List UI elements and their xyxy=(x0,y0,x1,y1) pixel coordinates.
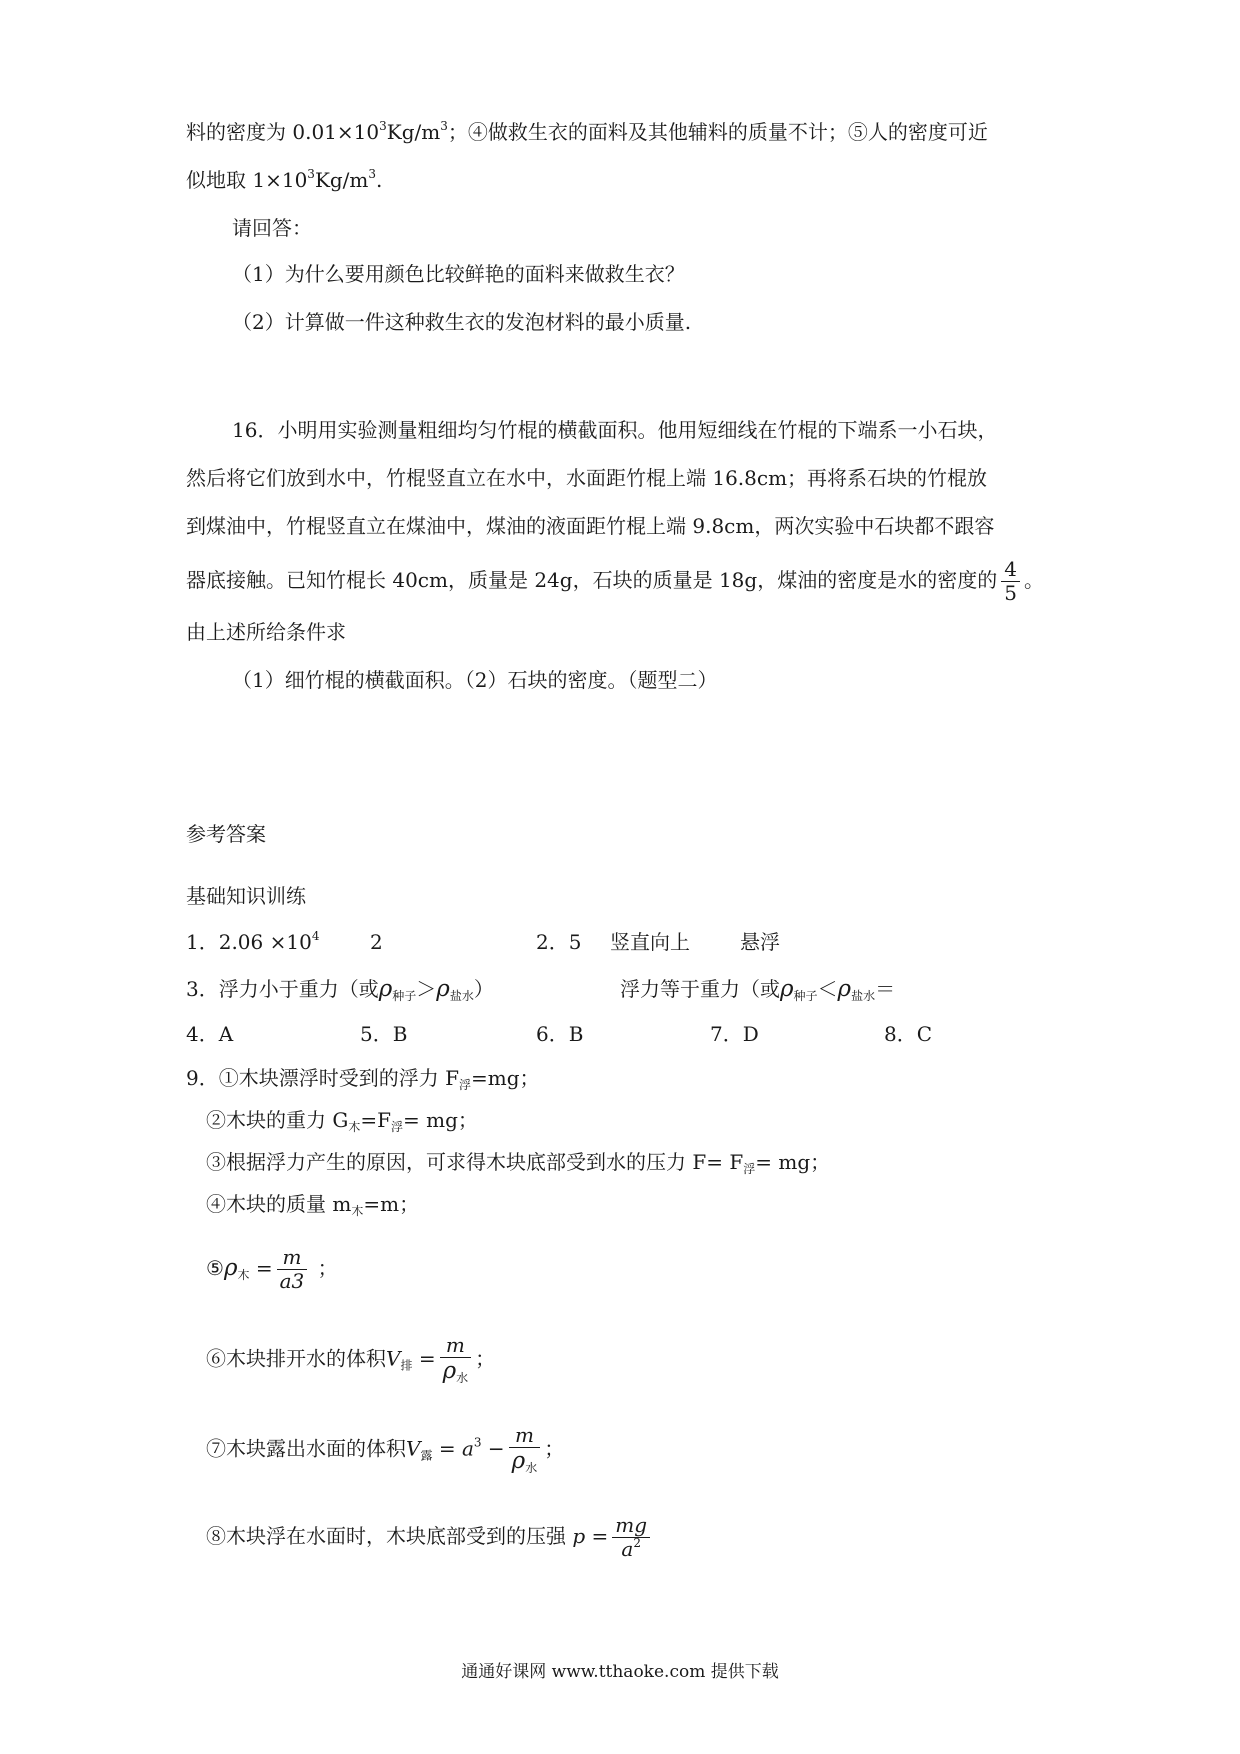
answer-row: 3．浮力小于重力（或$\rho_{种子}>\rho_{盐水}$） xyxy=(186,976,494,1003)
q16-line: 到煤油中，竹棍竖直立在煤油中，煤油的液面距竹棍上端 9.8cm，两次实验中石块都不跟容 xyxy=(186,514,995,538)
answers-title: 参考答案 xyxy=(186,822,266,846)
answer-item: 竖直向上 xyxy=(610,930,690,954)
q16-line: 然后将它们放到水中，竹棍竖直立在水中，水面距竹棍上端 16.8cm；再将系石块的竹棍放 xyxy=(186,466,988,490)
fraction: $\frac{m}{\rho_水}$ xyxy=(440,1334,472,1386)
answer-row: 浮力等于重力（或$\rho_{种子}<\rho_{盐水}=$ xyxy=(620,976,896,1003)
fraction: $\frac{4}{5}$ xyxy=(1001,558,1020,605)
answer-row: ③根据浮力产生的原因，可求得木块底部受到水的压力 $F= F_浮=$ mg； xyxy=(206,1150,831,1176)
answer-item: 2 xyxy=(370,930,383,954)
answer-row: 9．①木块漂浮时受到的浮力 $F_浮=mg$； xyxy=(186,1066,540,1092)
fraction: $\frac{mg}{a^2}$ xyxy=(612,1514,650,1561)
q16-line: 器底接触。已知竹棍长 40cm，质量是 24g，石块的质量是 18g，煤油的密度是水的密度的 $\frac{4}{5}$ 。 xyxy=(186,557,1044,605)
q16-line: （1）细竹棍的横截面积。（2）石块的密度。（题型二） xyxy=(232,668,718,692)
answer-item: 2．5 xyxy=(536,930,582,954)
question-2: （2）计算做一件这种救生衣的发泡材料的最小质量. xyxy=(232,310,692,334)
answer-item: 8．C xyxy=(884,1022,933,1046)
section-title: 基础知识训练 xyxy=(186,884,306,908)
answer-item: 悬浮 xyxy=(740,930,780,954)
formula-row: ⑦木块露出水面的体积$V_露 = a^3$ − $\frac{m}{\rho_水}$ ； xyxy=(206,1423,565,1475)
answer-item: 4．A xyxy=(186,1022,234,1046)
fraction: $\frac{m}{a3}$ xyxy=(277,1246,308,1293)
answer-item: 6．B xyxy=(536,1022,584,1046)
fraction: $\frac{m}{\rho_水}$ xyxy=(509,1424,541,1476)
text-line: 似地取 $1\times 10^3Kg/m^3$. xyxy=(186,167,383,192)
formula-row: $⑤\rho_木$ = $\frac{m}{a3}$ ； xyxy=(206,1245,338,1293)
answer-item: 7．D xyxy=(710,1022,759,1046)
formula-row: ⑧木块浮在水面时，木块底部受到的压强 p = $\frac{mg}{a^2}$ xyxy=(206,1514,654,1561)
text-line: 料的密度为 $0.01\times 10^3Kg/m^3$；④做救生衣的面料及其他辅料的质量不计；⑤人的密度可近 xyxy=(186,119,988,144)
formula-row: ⑥木块排开水的体积$V_排$ = $\frac{m}{\rho_水}$ ； xyxy=(206,1333,496,1385)
question-1: （1）为什么要用颜色比较鲜艳的面料来做救生衣？ xyxy=(232,262,685,286)
q16-line: 16．小明用实验测量粗细均匀竹棍的横截面积。他用短细线在竹棍的下端系一小石块， xyxy=(232,418,998,442)
answer-row: ②木块的重力 $G_木=F_浮=$ mg； xyxy=(206,1108,478,1134)
answer-row: 1．$2.06 \times 10^4$ xyxy=(186,929,320,954)
q16-line: 由上述所给条件求 xyxy=(186,620,346,644)
page-footer: 通通好课网 www.tthaoke.com 提供下载 xyxy=(461,1662,779,1682)
prompt-text: 请回答： xyxy=(232,216,312,240)
answer-item: 5．B xyxy=(360,1022,408,1046)
answer-row: ④木块的质量 $m_木=m$； xyxy=(206,1192,420,1218)
